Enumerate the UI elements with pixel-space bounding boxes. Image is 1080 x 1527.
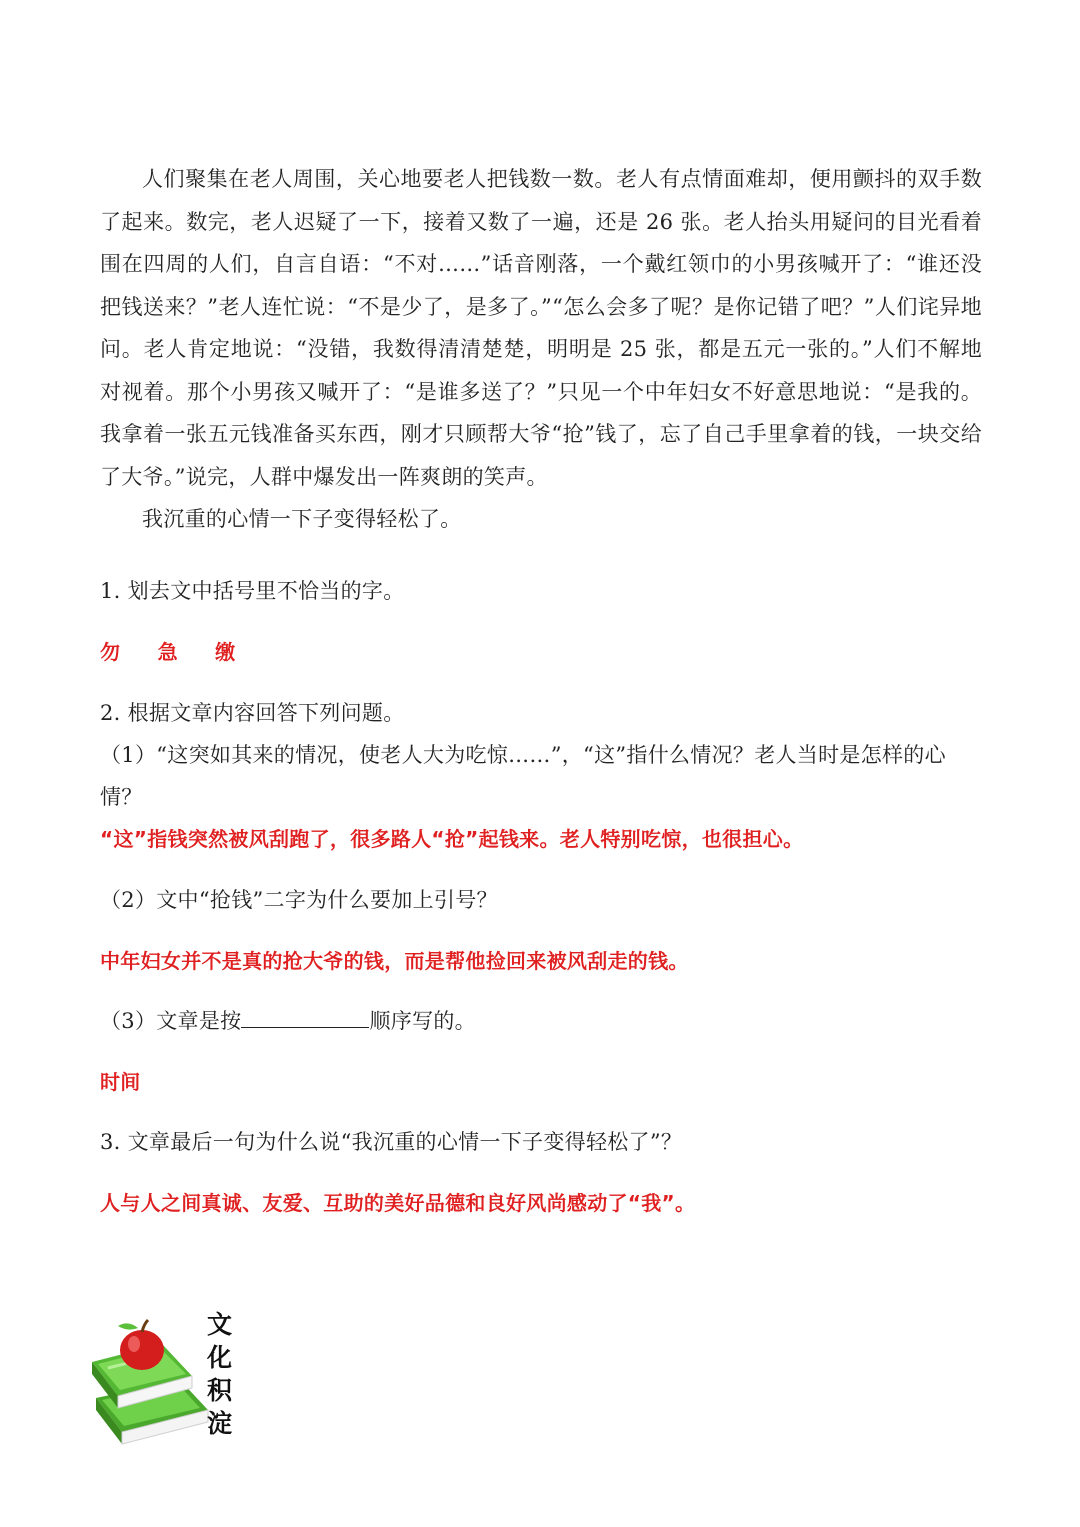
question-2-3-after: 顺序写的。 xyxy=(369,1009,476,1033)
logo-char: 文 xyxy=(207,1310,233,1339)
logo-char: 淀 xyxy=(207,1409,233,1438)
logo-text xyxy=(207,1308,237,1440)
logo-char: 积 xyxy=(207,1376,233,1405)
question-2: 2. 根据文章内容回答下列问题。 xyxy=(100,701,405,725)
fill-in-blank xyxy=(241,1001,369,1028)
question-2-3-before: （3）文章是按 xyxy=(100,1009,242,1033)
answer-3: 人与人之间真诚、友爱、互助的美好品德和良好风尚感动了“我”。 xyxy=(100,1191,696,1215)
question-2-1: （1）“这突如其来的情况，使老人大为吃惊……”，“这”指什么情况？老人当时是怎样的心情？ xyxy=(100,743,946,809)
apple-icon xyxy=(118,1320,164,1370)
answer-1-word: 急 xyxy=(157,640,178,664)
answer-1-word: 勿 xyxy=(100,640,121,664)
story-passage xyxy=(100,158,982,541)
answer-2-1: “这”指钱突然被风刮跑了，很多路人“抢”起钱来。老人特别吃惊，也很担心。 xyxy=(100,827,804,851)
answer-2-2: 中年妇女并不是真的抢大爷的钱，而是帮他捡回来被风刮走的钱。 xyxy=(100,949,689,973)
answer-2-3: 时间 xyxy=(100,1070,141,1094)
passage-paragraph-1: 人们聚集在老人周围，关心地要老人把钱数一数。老人有点情面难却，便用颤抖的双手数了起来。数完，老人迟疑了一下，接着又数了一遍，还是 26 张。老人抬头用疑问的目光看着围在四周的人们，自言自语：“不对……”话音刚落，一个戴红领巾的小男孩喊开了：“谁还没把钱送来？”老人连忙说：“不是少了，是多了。”“怎么会多了呢？是你记错了吧？”人们诧异地问。老人肯定地说：“没错，我数得清清楚楚，明明是 25 张，都是五元一张的。”人们不解地对视着。那个小男孩又喊开了：“是谁多送了？”只见一个中年妇女不好意思地说：“是我的。我拿着一张五元钱准备买东西，刚才只顾帮大爷“抢”钱了，忘了自己手里拿着的钱，一块交给了大爷。”说完，人群中爆发出一阵爽朗的笑声。 xyxy=(100,167,982,489)
question-2-2: （2）文中“抢钱”二字为什么要加上引号？ xyxy=(100,888,498,912)
question-3: 3. 文章最后一句为什么说“我沉重的心情一下子变得轻松了”？ xyxy=(100,1130,683,1154)
question-2-3 xyxy=(100,1000,982,1042)
answer-1 xyxy=(100,631,982,673)
passage-paragraph-2: 我沉重的心情一下子变得轻松了。 xyxy=(142,507,462,531)
logo-char: 化 xyxy=(207,1343,233,1372)
answer-1-word: 缴 xyxy=(215,640,236,664)
question-1: 1. 划去文中括号里不恰当的字。 xyxy=(100,579,405,603)
